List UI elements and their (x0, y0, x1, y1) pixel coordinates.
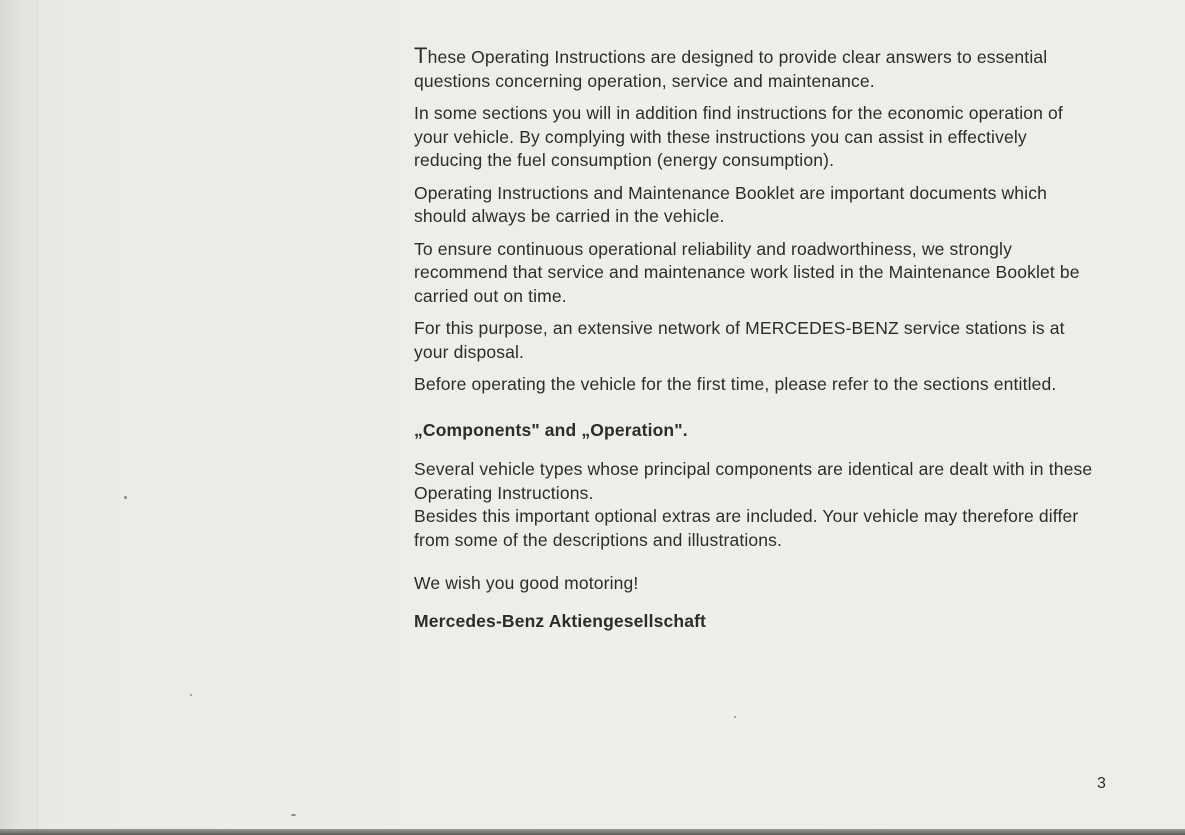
paper-speck (291, 814, 296, 816)
paper-speck (190, 694, 192, 696)
paragraph-before-operating: Before operating the vehicle for the first time, please refer to the sections entitled. (414, 374, 1057, 394)
section-heading: „Components" and „Operation". (414, 419, 688, 440)
document-body (414, 44, 1094, 642)
paragraph-reliability: To ensure continuous operational reliability and roadworthiness, we strongly recommend that service and maintenance work listed in the Maintenance Booklet be carried out on time. (414, 238, 1080, 306)
closing-wish: We wish you good motoring! (414, 573, 639, 593)
paragraph-documents: Operating Instructions and Maintenance Booklet are important documents which should always be carried in the vehicle. (414, 182, 1047, 226)
page-crease (36, 0, 38, 835)
intro-text: hese Operating Instructions are designed to provide clear answers to essential questions concerning operation, service and maintenance. (414, 47, 1048, 91)
paragraph-economic-operation: In some sections you will in addition find instructions for the economic operation of your vehicle. By complying with these instructions you can assist in effectively reducing the fuel consumption (energy consumption). (414, 103, 1063, 170)
page-number: 3 (1097, 775, 1106, 792)
company-signature: Mercedes-Benz Aktiengesellschaft (414, 610, 707, 631)
paper-speck (124, 496, 127, 499)
intro-paragraph (414, 44, 1094, 93)
intro-first-letter: T (414, 43, 428, 68)
page-spine (0, 0, 52, 835)
paper-speck (734, 716, 736, 718)
paragraph-service-network: For this purpose, an extensive network of MERCEDES-BENZ service stations is at your disposal. (414, 318, 1065, 362)
page-bottom-edge (0, 829, 1185, 835)
paragraph-vehicle-types: Several vehicle types whose principal components are identical are dealt with in these Operating Instructions. Besides this important optional extras are included. Your vehicle may therefore differ from some of the descriptions and illustrations. (414, 459, 1093, 550)
